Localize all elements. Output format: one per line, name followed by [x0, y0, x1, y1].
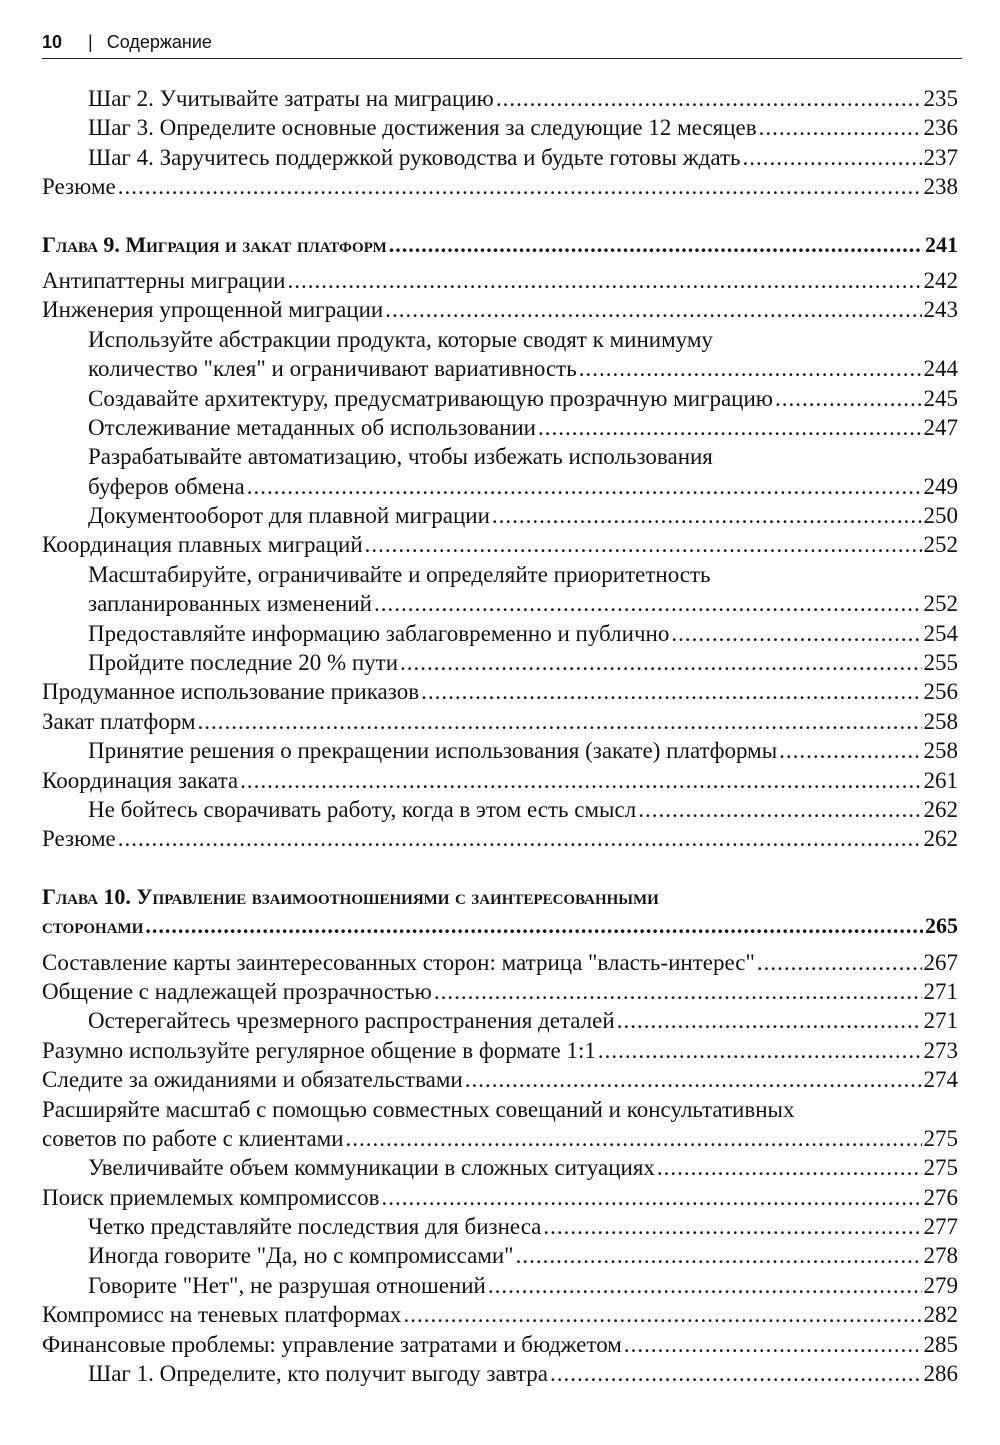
chapter-title: Управление взаимоотношениями с заинтересованными: [136, 883, 659, 909]
toc-entry[interactable]: Общение с надлежащей прозрачностью ..... 271: [42, 977, 958, 1006]
toc-entry[interactable]: Принятие решения о прекращении использования (закате) платформы ..... 258: [42, 736, 958, 765]
chapter-prefix: Глава 9.: [42, 231, 126, 257]
toc-entry[interactable]: Пройдите последние 20 % пути ..... 255: [42, 648, 958, 677]
toc-entry[interactable]: Компромисс на теневых платформах ..... 282: [42, 1300, 958, 1329]
toc-entry[interactable]: Резюме ..... 238: [42, 172, 958, 201]
toc-entry[interactable]: Инженерия упрощенной миграции ..... 243: [42, 295, 958, 324]
toc-entry-line1[interactable]: Используйте абстракции продукта, которые сводят к минимуму: [88, 326, 713, 352]
toc-entry[interactable]: буферов обмена ..... 249: [42, 472, 958, 501]
chapter-title-cont: сторонами: [42, 913, 144, 939]
toc-entry[interactable]: Составление карты заинтересованных сторон: матрица "власть-интерес" ..... 267: [42, 948, 958, 977]
toc-entry[interactable]: Резюме ..... 262: [42, 824, 958, 853]
toc-entry[interactable]: Поиск приемлемых компромиссов ..... 276: [42, 1183, 958, 1212]
toc-entry[interactable]: советов по работе с клиентами ..... 275: [42, 1124, 958, 1153]
toc-entry[interactable]: Шаг 2. Учитывайте затраты на миграцию ..... 235: [42, 84, 958, 113]
toc-entry[interactable]: количество "клея" и ограничивают вариативность ..... 244: [42, 354, 958, 383]
toc-entry[interactable]: Не бойтесь сворачивать работу, когда в этом есть смысл ..... 262: [42, 795, 958, 824]
toc-entry[interactable]: Говорите "Нет", не разрушая отношений ..... 279: [42, 1271, 958, 1300]
chapter-page: 241: [925, 231, 958, 257]
page-header: [42, 30, 962, 59]
toc-entry[interactable]: Четко представляйте последствия для бизнеса ..... 277: [42, 1212, 958, 1241]
toc-entry[interactable]: Шаг 3. Определите основные достижения за следующие 12 месяцев ..... 236: [42, 113, 958, 142]
toc-entry[interactable]: Следите за ожиданиями и обязательствами ..... 274: [42, 1065, 958, 1094]
chapter-prefix: Глава 10.: [42, 883, 137, 909]
toc-entry[interactable]: Иногда говорите "Да, но с компромиссами" ..... 278: [42, 1241, 958, 1270]
chapter-page: 265: [925, 913, 958, 939]
chapter-heading-line1[interactable]: [42, 882, 958, 911]
toc-entry[interactable]: Координация плавных миграций ..... 252: [42, 530, 958, 559]
toc-entry[interactable]: Создавайте архитектуру, предусматривающую прозрачную миграцию ..... 245: [42, 384, 958, 413]
toc-entry[interactable]: Финансовые проблемы: управление затратами и бюджетом ..... 285: [42, 1330, 958, 1359]
toc-entry[interactable]: Разумно используйте регулярное общение в формате 1:1 ..... 273: [42, 1036, 958, 1065]
chapter-heading[interactable]: [42, 911, 958, 940]
table-of-contents: [42, 84, 958, 1388]
header-separator: |: [88, 32, 93, 52]
toc-entry-line1[interactable]: Разрабатывайте автоматизацию, чтобы избежать использования: [88, 444, 713, 470]
chapter-heading[interactable]: [42, 230, 958, 259]
toc-entry[interactable]: Антипаттерны миграции ..... 242: [42, 266, 958, 295]
toc-entry[interactable]: Предоставляйте информацию заблаговременно и публично ..... 254: [42, 619, 958, 648]
toc-entry-line1[interactable]: Расширяйте масштаб с помощью совместных совещаний и консультативных: [42, 1096, 795, 1122]
section-title: Содержание: [106, 32, 212, 52]
toc-entry[interactable]: Отслеживание метаданных об использовании ..... 247: [42, 413, 958, 442]
toc-entry-line1[interactable]: Масштабируйте, ограничивайте и определяйте приоритетность: [88, 561, 711, 587]
toc-entry[interactable]: Шаг 4. Заручитесь поддержкой руководства и будьте готовы ждать ..... 237: [42, 143, 958, 172]
toc-entry[interactable]: Продуманное использование приказов ..... 256: [42, 677, 958, 706]
toc-entry[interactable]: Остерегайтесь чрезмерного распространения деталей ..... 271: [42, 1006, 958, 1035]
toc-entry[interactable]: запланированных изменений ..... 252: [42, 589, 958, 618]
toc-entry[interactable]: Закат платформ ..... 258: [42, 707, 958, 736]
page-number: 10: [42, 32, 63, 52]
toc-entry[interactable]: Шаг 1. Определите, кто получит выгоду завтра ..... 286: [42, 1359, 958, 1388]
chapter-title: Миграция и закат платформ: [125, 231, 387, 257]
toc-entry[interactable]: Координация заката ..... 261: [42, 766, 958, 795]
toc-entry[interactable]: Документооборот для плавной миграции ..... 250: [42, 501, 958, 530]
toc-entry[interactable]: Увеличивайте объем коммуникации в сложных ситуациях ..... 275: [42, 1153, 958, 1182]
